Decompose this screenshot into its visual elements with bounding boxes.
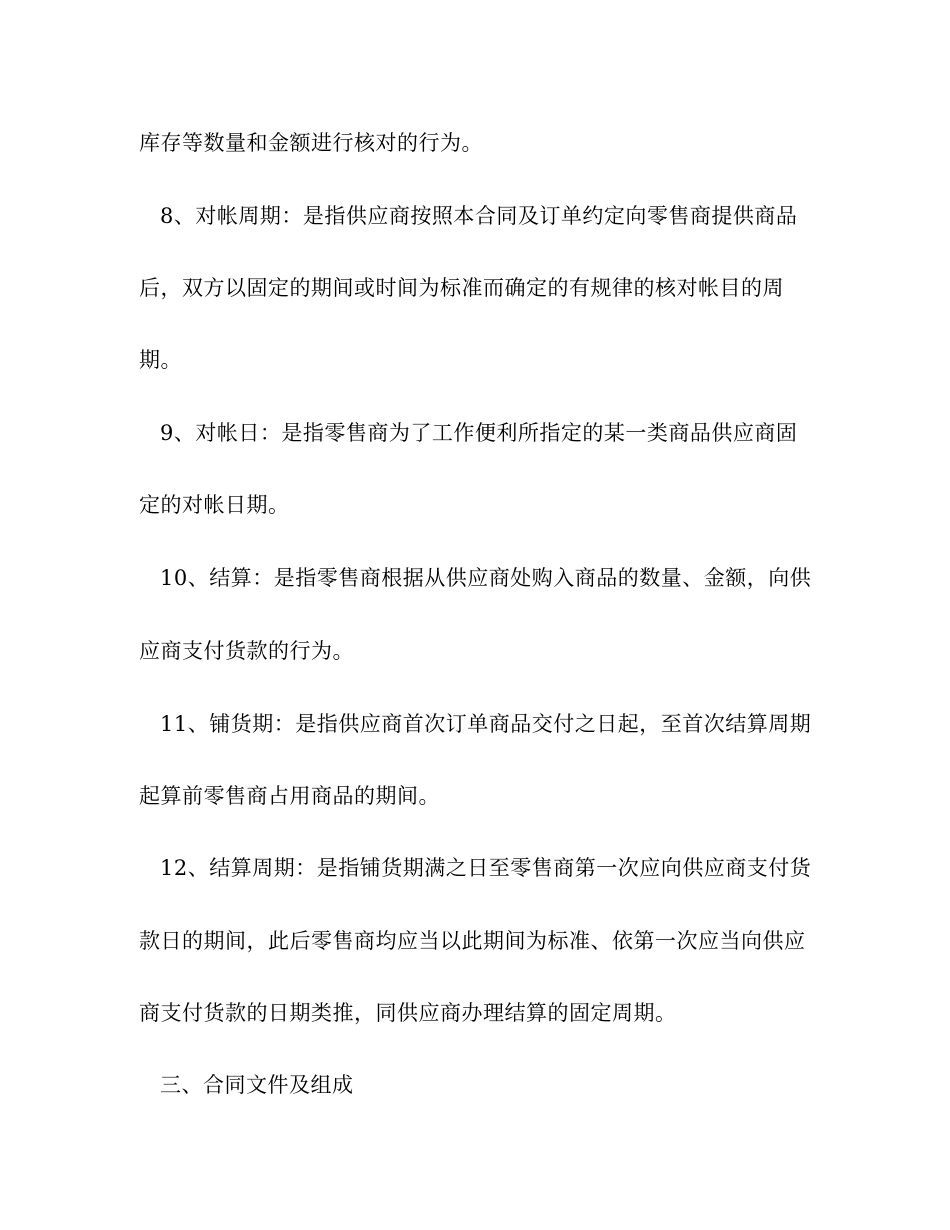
paragraph-line: 定的对帐日期。 xyxy=(139,493,290,517)
paragraph-line: 期。 xyxy=(139,348,182,372)
paragraph-line: 商支付货款的日期类推，同供应商办理结算的固定周期。 xyxy=(139,1001,677,1025)
paragraph-line: 后，双方以固定的期间或时间为标准而确定的有规律的核对帐目的周 xyxy=(139,276,784,300)
definition-12-line: 12、结算周期：是指铺货期满之日至零售商第一次应向供应商支付货 xyxy=(160,856,812,880)
definition-11-line: 11、铺货期：是指供应商首次订单商品交付之日起，至首次结算周期 xyxy=(160,712,812,736)
definition-9-line: 9、对帐日：是指零售商为了工作便利所指定的某一类商品供应商固 xyxy=(160,421,798,445)
paragraph-line: 应商支付货款的行为。 xyxy=(139,639,354,663)
paragraph-line: 库存等数量和金额进行核对的行为。 xyxy=(139,131,483,155)
definition-10-line: 10、结算：是指零售商根据从供应商处购入商品的数量、金额，向供 xyxy=(160,566,812,590)
paragraph-line: 起算前零售商占用商品的期间。 xyxy=(139,784,440,808)
definition-8-line: 8、对帐周期：是指供应商按照本合同及订单约定向零售商提供商品 xyxy=(160,204,798,228)
section-heading: 三、合同文件及组成 xyxy=(160,1073,354,1097)
paragraph-line: 款日的期间，此后零售商均应当以此期间为标准、依第一次应当向供应 xyxy=(139,929,806,953)
